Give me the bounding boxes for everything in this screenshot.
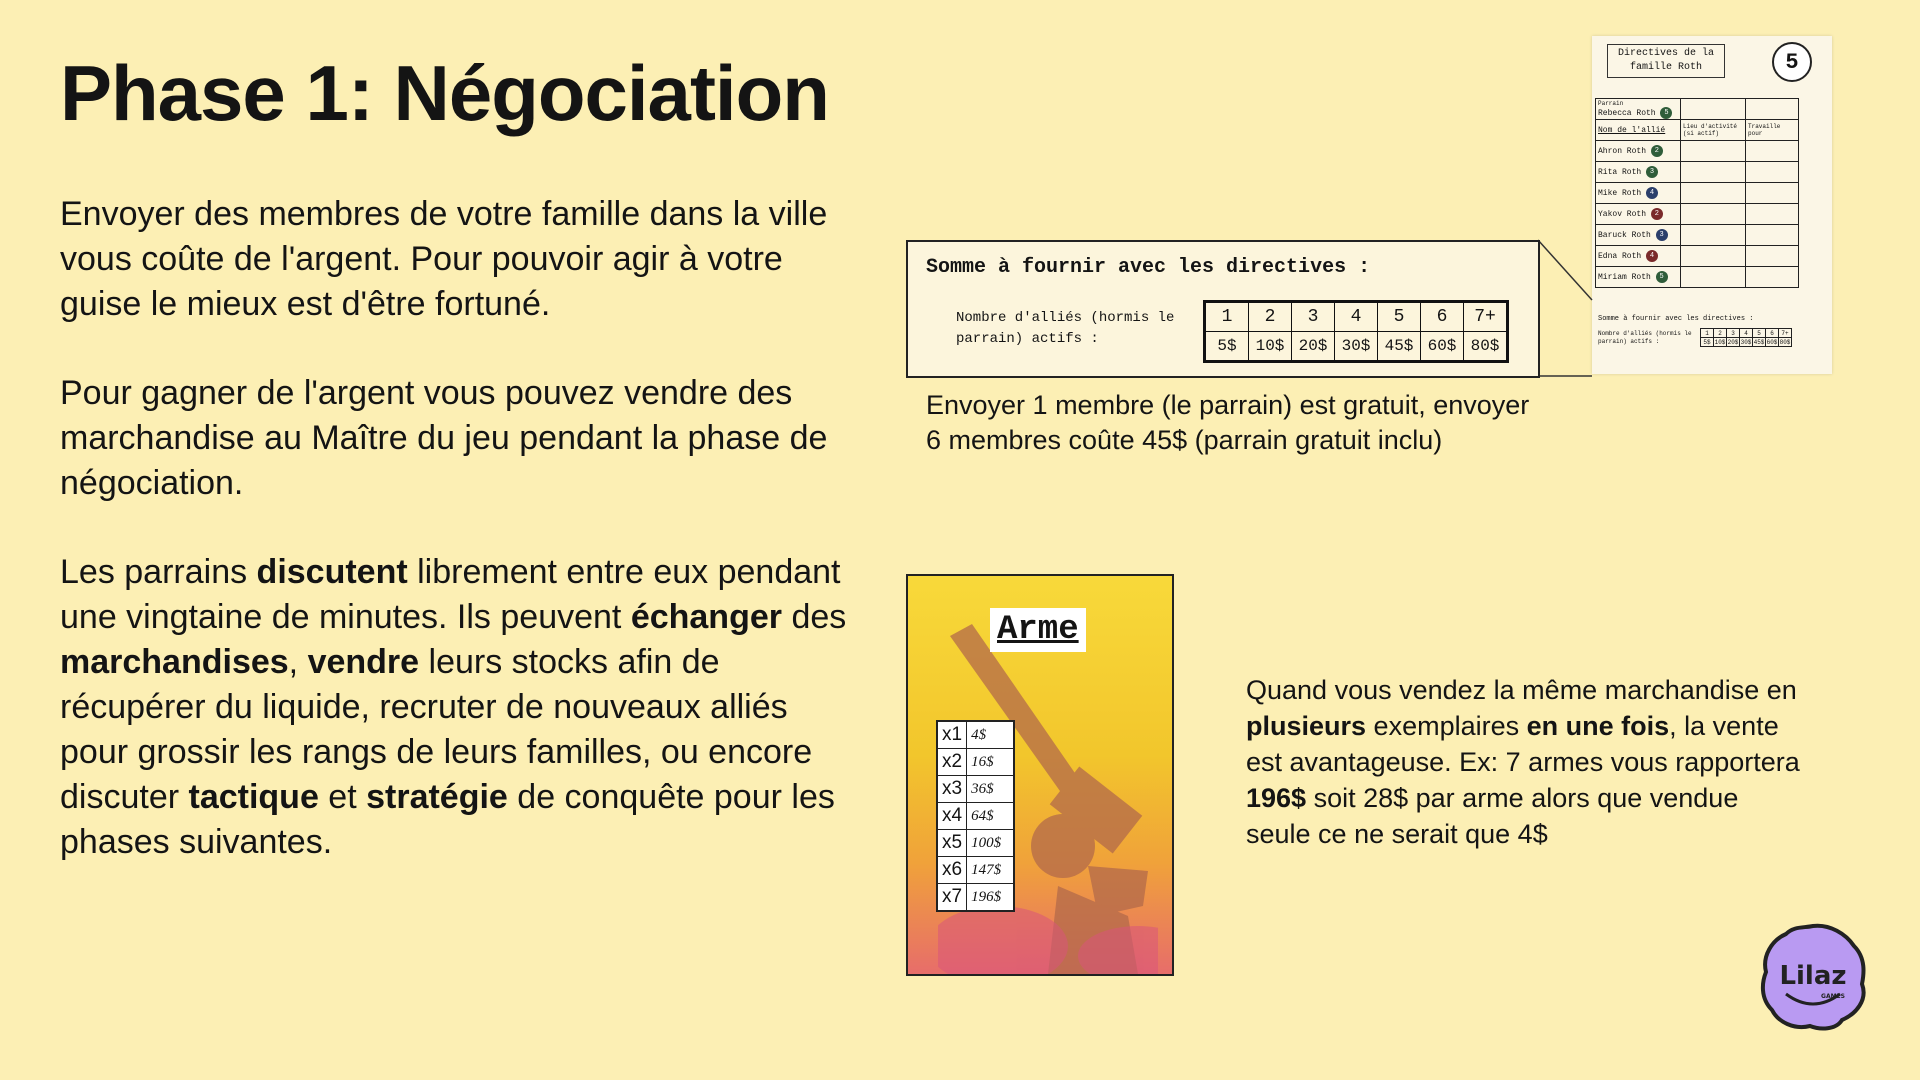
ally-count-cell: 5 bbox=[1753, 329, 1766, 338]
ally-name: Edna Roth bbox=[1598, 252, 1642, 262]
ally-count-cell: 1 bbox=[1205, 302, 1249, 332]
weapon-card bbox=[906, 574, 1174, 976]
table-row bbox=[1596, 162, 1799, 183]
qty-cell: x3 bbox=[937, 776, 967, 803]
ally-badge-icon: 4 bbox=[1646, 187, 1658, 199]
price-cell: 60$ bbox=[1766, 338, 1778, 346]
ally-name-cell bbox=[1596, 183, 1681, 204]
table-cell bbox=[1746, 267, 1799, 288]
table-row bbox=[1596, 120, 1799, 141]
sheet-title: Directives de la famille Roth bbox=[1607, 44, 1725, 78]
ally-name: Mike Roth bbox=[1598, 189, 1642, 199]
table-row bbox=[1596, 141, 1799, 162]
table-cell bbox=[1681, 141, 1746, 162]
table-cell bbox=[1746, 162, 1799, 183]
ally-count-cell: 7+ bbox=[1464, 302, 1508, 332]
table-cell bbox=[1681, 99, 1746, 120]
price-cell: 80$ bbox=[1779, 338, 1791, 346]
price-callout bbox=[906, 240, 1540, 378]
table-cell bbox=[1746, 246, 1799, 267]
ally-name: Baruck Roth bbox=[1598, 231, 1651, 241]
table-row bbox=[1596, 183, 1799, 204]
directive-sheet bbox=[1592, 36, 1832, 374]
qty-cell: x7 bbox=[937, 884, 967, 912]
qty-cell: x6 bbox=[937, 857, 967, 884]
table-cell bbox=[1746, 225, 1799, 246]
table-row bbox=[937, 721, 1014, 749]
bulk-sale-note: Quand vous vendez la même marchandise en plusieurs exemplaires en une fois, la vente est avantageuse. Ex: 7 armes vous rapportera 196$ soit 28$ par arme alors que vendue seule ce ne serait que 4$ bbox=[1246, 675, 1800, 849]
sale-price-cell: 36$ bbox=[967, 776, 1015, 803]
price-cell: 20$ bbox=[1727, 338, 1739, 346]
ally-count-cell: 3 bbox=[1727, 329, 1740, 338]
paragraph-negotiation: Les parrains discutent librement entre eux pendant une vingtaine de minutes. Ils peuvent échanger des marchandises, vendre leurs stocks afin de récupérer du liquide, recruter de nouveaux alliés pour grossir les rangs de leurs familles, ou encore discuter tactique et stratégie de conquête pour les phases suivantes. bbox=[60, 553, 847, 861]
table-cell bbox=[1681, 204, 1746, 225]
table-row bbox=[937, 803, 1014, 830]
ally-name-cell bbox=[1596, 141, 1681, 162]
table-cell bbox=[1746, 183, 1799, 204]
ally-name-cell bbox=[1596, 267, 1681, 288]
ally-name: Ahron Roth bbox=[1598, 147, 1647, 157]
ally-badge-icon: 3 bbox=[1656, 229, 1668, 241]
ally-name: Miriam Roth bbox=[1598, 273, 1651, 283]
price-cell: 10$ bbox=[1714, 338, 1726, 346]
paragraph-cost: Envoyer des membres de votre famille dans la ville vous coûte de l'argent. Pour pouvoir agir à votre guise le mieux est d'être fortuné. bbox=[60, 195, 828, 323]
ally-count-cell: 2 bbox=[1249, 302, 1292, 332]
callout-label: Nombre d'alliés (hormis le parrain) actifs : bbox=[956, 310, 1175, 347]
qty-cell: x1 bbox=[937, 721, 967, 749]
qty-cell: x5 bbox=[937, 830, 967, 857]
sale-price-cell: 196$ bbox=[967, 884, 1015, 912]
ally-count-cell: 4 bbox=[1335, 302, 1378, 332]
price-cell: 45$ bbox=[1753, 338, 1765, 346]
table-row bbox=[937, 830, 1014, 857]
sale-price-cell: 64$ bbox=[967, 803, 1015, 830]
price-cell: 20$ bbox=[1292, 332, 1335, 362]
price-cell: 5$ bbox=[1701, 338, 1714, 347]
table-row bbox=[1596, 267, 1799, 288]
table-row bbox=[1596, 204, 1799, 225]
sheet-footer: Somme à fournir avec les directives : bbox=[1598, 315, 1754, 323]
table-row bbox=[1596, 225, 1799, 246]
connector-line bbox=[1536, 236, 1596, 380]
sale-price-cell: 147$ bbox=[967, 857, 1015, 884]
card-title: Arme bbox=[990, 608, 1086, 652]
ally-badge-icon: 2 bbox=[1651, 145, 1663, 157]
card-price-table bbox=[936, 720, 1015, 912]
price-cell: 60$ bbox=[1421, 332, 1464, 362]
ally-count-cell: 2 bbox=[1714, 329, 1727, 338]
qty-cell: x4 bbox=[937, 803, 967, 830]
header-cell: Travaille pour bbox=[1746, 120, 1799, 141]
ally-count-cell: 4 bbox=[1740, 329, 1753, 338]
family-badge-icon: 5 bbox=[1772, 42, 1812, 82]
price-cell: 30$ bbox=[1335, 332, 1378, 362]
parrain-cell bbox=[1596, 99, 1681, 120]
table-cell bbox=[1746, 141, 1799, 162]
ally-count-cell: 1 bbox=[1701, 329, 1714, 338]
sale-price-cell: 100$ bbox=[967, 830, 1015, 857]
ally-name-cell bbox=[1596, 204, 1681, 225]
ally-badge-icon: 3 bbox=[1646, 166, 1658, 178]
ally-name-cell bbox=[1596, 162, 1681, 183]
table-cell bbox=[1681, 267, 1746, 288]
parrain-name: Rebecca Roth bbox=[1598, 108, 1656, 118]
parrain-label: Parrain bbox=[1598, 99, 1624, 107]
header-cell: Nom de l'allié bbox=[1596, 120, 1681, 141]
ally-name-cell bbox=[1596, 225, 1681, 246]
sheet-allies-table bbox=[1595, 98, 1799, 288]
table-cell bbox=[1746, 99, 1799, 120]
table-row bbox=[937, 776, 1014, 803]
paragraph-earn: Pour gagner de l'argent vous pouvez vendre des marchandise au Maître du jeu pendant la phase de négociation. bbox=[60, 374, 828, 502]
ally-badge-icon: 5 bbox=[1656, 271, 1668, 283]
table-cell bbox=[1681, 225, 1746, 246]
ally-count-cell: 6 bbox=[1421, 302, 1464, 332]
table-row bbox=[1596, 99, 1799, 120]
price-cell: 80$ bbox=[1464, 332, 1508, 362]
table-cell bbox=[1681, 246, 1746, 267]
parrain-badge-icon: 5 bbox=[1660, 107, 1672, 119]
lilaz-games-logo-icon bbox=[1758, 922, 1868, 1032]
logo-text: Lilaz bbox=[1779, 961, 1847, 991]
header-cell: Lieu d'activité (si actif) bbox=[1681, 120, 1746, 141]
table-row bbox=[1596, 246, 1799, 267]
price-table bbox=[1203, 300, 1509, 363]
ally-badge-icon: 4 bbox=[1646, 250, 1658, 262]
ally-count-cell: 5 bbox=[1378, 302, 1421, 332]
price-cell: 45$ bbox=[1378, 332, 1421, 362]
table-cell bbox=[1681, 162, 1746, 183]
ally-count-cell: 6 bbox=[1766, 329, 1779, 338]
sheet-footer-sub: Nombre d'alliés (hormis le parrain) actifs : bbox=[1598, 330, 1692, 345]
callout-note: Envoyer 1 membre (le parrain) est gratuit, envoyer 6 membres coûte 45$ (parrain gratuit inclu) bbox=[926, 390, 1530, 455]
ally-count-cell: 7+ bbox=[1779, 329, 1792, 338]
ally-name: Yakov Roth bbox=[1598, 210, 1647, 220]
table-cell bbox=[1681, 183, 1746, 204]
table-row bbox=[937, 857, 1014, 884]
table-row bbox=[937, 884, 1014, 912]
price-cell: 30$ bbox=[1740, 338, 1752, 346]
ally-name-cell bbox=[1596, 246, 1681, 267]
price-cell: 5$ bbox=[1205, 332, 1249, 362]
qty-cell: x2 bbox=[937, 749, 967, 776]
page-title: Phase 1: Négociation bbox=[60, 49, 829, 137]
callout-title: Somme à fournir avec les directives : bbox=[926, 256, 1371, 279]
logo-subtext: GAMES bbox=[1821, 993, 1845, 1000]
sale-price-cell: 16$ bbox=[967, 749, 1015, 776]
price-cell: 10$ bbox=[1249, 332, 1292, 362]
ally-badge-icon: 2 bbox=[1651, 208, 1663, 220]
sale-price-cell: 4$ bbox=[967, 721, 1015, 749]
table-row bbox=[937, 749, 1014, 776]
sheet-price-table bbox=[1700, 328, 1792, 347]
ally-name: Rita Roth bbox=[1598, 168, 1642, 178]
ally-count-cell: 3 bbox=[1292, 302, 1335, 332]
table-cell bbox=[1746, 204, 1799, 225]
